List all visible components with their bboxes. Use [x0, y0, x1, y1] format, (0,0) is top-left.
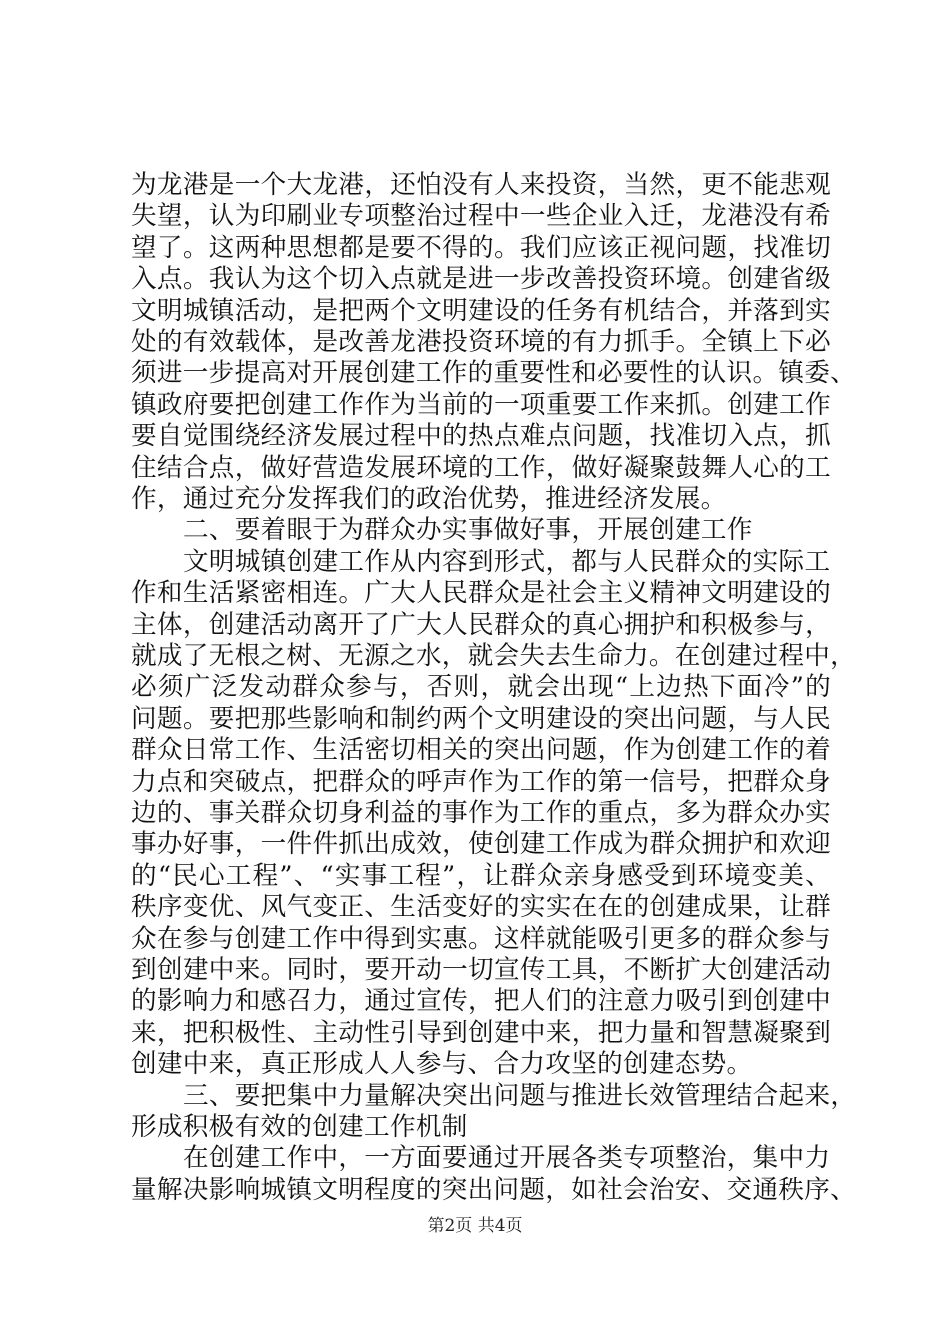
body-line-23: 的“民心工程”、“实事工程”，让群众亲身感受到环境变美、: [131, 861, 831, 891]
body-line-29: 创建中来，真正形成人人参与、合力攻坚的创建态势。: [131, 1049, 753, 1079]
body-line-9: 要自觉围绕经济发展过程中的热点难点问题，找准切入点，抓: [131, 421, 831, 451]
body-line-1: 为龙港是一个大龙港，还怕没有人来投资，当然，更不能悲观: [131, 170, 831, 200]
body-line-22: 事办好事，一件件抓出成效，使创建工作成为群众拥护和欢迎: [131, 829, 831, 859]
body-line-20: 力点和突破点，把群众的呼声作为工作的第一信号，把群众身: [131, 767, 831, 797]
body-line-26: 到创建中来。同时，要开动一切宣传工具，不断扩大创建活动: [131, 955, 831, 985]
body-line-27: 的影响力和感召力，通过宣传，把人们的注意力吸引到创建中: [131, 986, 831, 1016]
body-line-19: 群众日常工作、生活密切相关的突出问题，作为创建工作的着: [131, 735, 831, 765]
section-heading-2: 二、要着眼于为群众办实事做好事，开展创建工作: [183, 515, 753, 545]
body-line-18: 问题。要把那些影响和制约两个文明建设的突出问题，与人民: [131, 704, 831, 734]
body-line-3: 望了。这两种思想都是要不得的。我们应该正视问题，找准切: [131, 233, 831, 263]
body-line-14: 作和生活紧密相连。广大人民群众是社会主义精神文明建设的: [131, 578, 831, 608]
body-line-17: 必须广泛发动群众参与，否则，就会出现“上边热下面冷”的: [131, 672, 831, 702]
body-line-4: 入点。我认为这个切入点就是进一步改善投资环境。创建省级: [131, 264, 831, 294]
body-line-28: 来，把积极性、主动性引导到创建中来，把力量和智慧凝聚到: [131, 1018, 831, 1048]
body-line-13: 文明城镇创建工作从内容到形式，都与人民群众的实际工: [183, 547, 831, 577]
body-line-6: 处的有效载体，是改善龙港投资环境的有力抓手。全镇上下必: [131, 327, 831, 357]
body-line-21: 边的、事关群众切身利益的事作为工作的重点，多为群众办实: [131, 798, 831, 828]
page-number-footer: 第2页 共4页: [427, 1216, 523, 1236]
body-line-24: 秩序变优、风气变正、生活变好的实实在在的创建成果，让群: [131, 892, 831, 922]
section-heading-3-cont: 形成积极有效的创建工作机制: [131, 1112, 468, 1142]
body-line-16: 就成了无根之树、无源之水，就会失去生命力。在创建过程中，: [131, 641, 857, 671]
body-line-25: 众在参与创建工作中得到实惠。这样就能吸引更多的群众参与: [131, 924, 831, 954]
body-line-33: 量解决影响城镇文明程度的突出问题，如社会治安、交通秩序、: [131, 1175, 857, 1205]
body-line-10: 住结合点，做好营造发展环境的工作，做好凝聚鼓舞人心的工: [131, 453, 831, 483]
body-line-32: 在创建工作中，一方面要通过开展各类专项整治，集中力: [183, 1143, 831, 1173]
section-heading-3: 三、要把集中力量解决突出问题与推进长效管理结合起来，: [183, 1081, 857, 1111]
body-line-11: 作，通过充分发挥我们的政治优势，推进经济发展。: [131, 484, 727, 514]
body-line-5: 文明城镇活动，是把两个文明建设的任务有机结合，并落到实: [131, 296, 831, 326]
body-line-2: 失望，认为印刷业专项整治过程中一些企业入迁，龙港没有希: [131, 201, 831, 231]
body-line-8: 镇政府要把创建工作作为当前的一项重要工作来抓。创建工作: [131, 390, 831, 420]
body-line-7: 须进一步提高对开展创建工作的重要性和必要性的认识。镇委、: [131, 358, 857, 388]
body-line-15: 主体，创建活动离开了广大人民群众的真心拥护和积极参与，: [131, 610, 831, 640]
